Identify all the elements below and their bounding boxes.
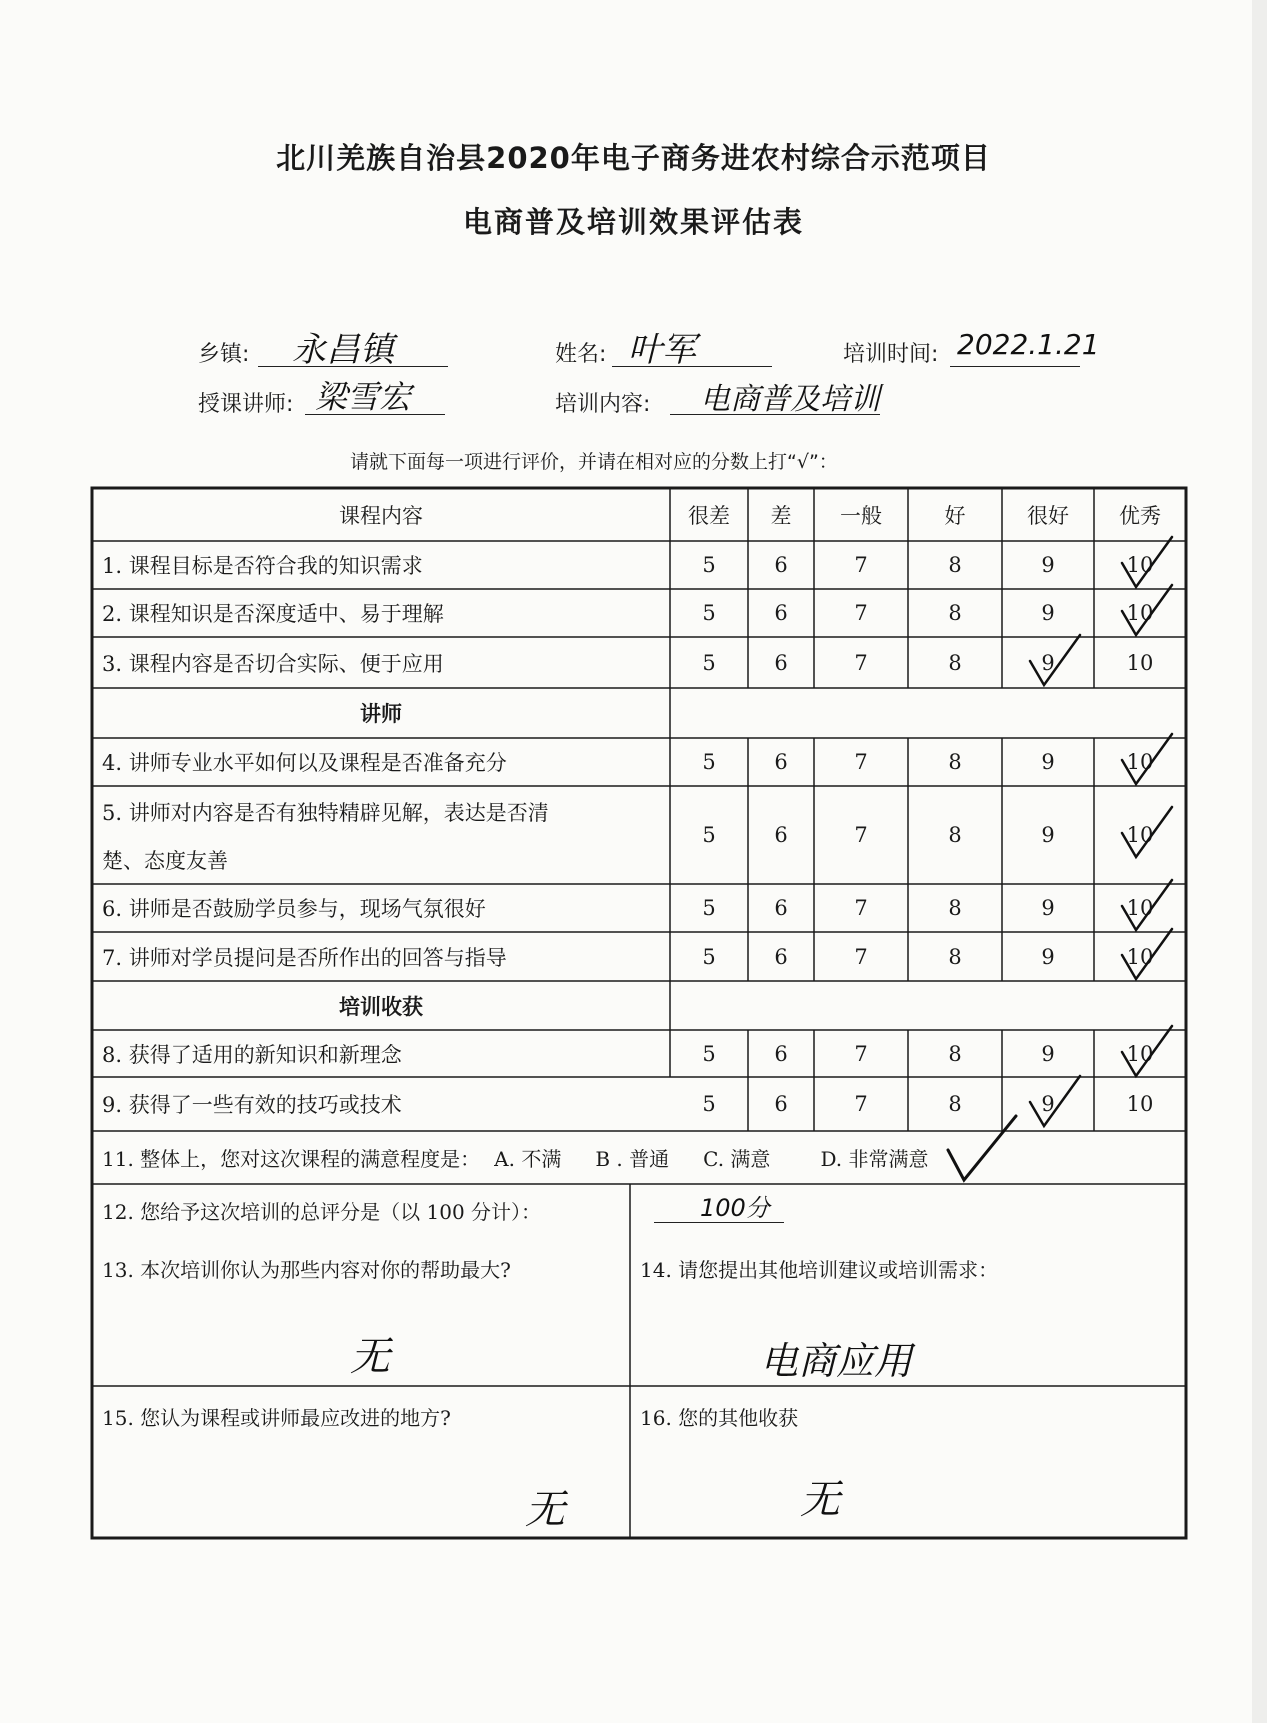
q2-label: 2. 课程知识是否深度适中、易于理解	[102, 602, 444, 626]
q4-label: 4. 讲师专业水平如何以及课程是否准备充分	[102, 751, 507, 775]
score-cell-q6-9[interactable]: 9	[1041, 896, 1055, 920]
content-underline	[670, 414, 880, 415]
score-cell-q1-9[interactable]: 9	[1041, 553, 1055, 577]
score-cell-q3-8[interactable]: 8	[948, 650, 962, 675]
score-cell-q4-5[interactable]: 5	[702, 750, 716, 774]
score-cell-q9-5[interactable]: 5	[702, 1092, 716, 1116]
score-cell-q3-9[interactable]: 9	[1041, 650, 1055, 675]
score-cell-q8-9[interactable]: 9	[1041, 1041, 1055, 1066]
col-header-good: 好	[944, 503, 966, 528]
score-cell-q5-7[interactable]: 7	[854, 823, 868, 847]
score-cell-q2-8[interactable]: 8	[948, 601, 962, 625]
col-header-poor: 差	[770, 503, 792, 528]
score-cell-q2-6[interactable]: 6	[774, 601, 788, 625]
score-cell-q2-7[interactable]: 7	[854, 601, 868, 625]
q12-underline	[654, 1222, 784, 1223]
score-cell-q5-5[interactable]: 5	[702, 823, 716, 847]
q12-label: 12. 您给予这次培训的总评分是（以 100 分计）：	[102, 1199, 542, 1224]
q14-label: 14. 请您提出其他培训建议或培训需求：	[640, 1257, 999, 1282]
score-cell-q1-7[interactable]: 7	[854, 553, 868, 577]
checkmark-icon	[1024, 1072, 1084, 1132]
q5-label-line1: 5. 讲师对内容是否有独特精辟见解，表达是否清	[102, 801, 549, 825]
score-cell-q1-5[interactable]: 5	[702, 553, 716, 577]
score-cell-q9-6[interactable]: 6	[774, 1092, 788, 1116]
score-cell-q1-10[interactable]: 10	[1126, 553, 1154, 577]
teacher-label: 授课讲师:	[198, 392, 294, 417]
score-cell-q5-6[interactable]: 6	[774, 823, 788, 847]
q11-checkmark-icon	[940, 1108, 1020, 1188]
score-cell-q7-8[interactable]: 8	[948, 944, 962, 969]
score-cell-q7-5[interactable]: 5	[702, 944, 716, 969]
q11-option-c[interactable]: C. 满意	[703, 1147, 771, 1171]
form-subtitle: 电商普及培训效果评估表	[462, 205, 804, 239]
score-cell-q7-6[interactable]: 6	[774, 944, 788, 969]
checkmark-icon	[1116, 1022, 1176, 1082]
time-label: 培训时间:	[843, 342, 939, 367]
score-cell-q8-5[interactable]: 5	[702, 1041, 716, 1066]
name-value[interactable]: 叶军	[628, 330, 696, 370]
q3-label: 3. 课程内容是否切合实际、便于应用	[102, 651, 444, 676]
q12-answer[interactable]: 100分	[700, 1194, 770, 1222]
town-underline	[258, 366, 448, 367]
content-value[interactable]: 电商普及培训	[700, 382, 880, 417]
score-cell-q1-8[interactable]: 8	[948, 553, 962, 577]
score-cell-q3-6[interactable]: 6	[774, 650, 788, 675]
q15-label: 15. 您认为课程或讲师最应改进的地方?	[102, 1405, 451, 1430]
content-label: 培训内容:	[555, 392, 651, 417]
score-cell-q1-6[interactable]: 6	[774, 553, 788, 577]
q14-answer[interactable]: 电商应用	[760, 1339, 913, 1383]
q11-option-a[interactable]: A. 不满	[494, 1147, 562, 1171]
score-cell-q2-10[interactable]: 10	[1126, 601, 1154, 625]
score-cell-q3-10[interactable]: 10	[1126, 650, 1154, 675]
q16-label: 16. 您的其他收获	[640, 1405, 799, 1430]
checkmark-icon	[1116, 730, 1176, 790]
score-cell-q8-10[interactable]: 10	[1126, 1041, 1154, 1066]
time-value[interactable]: 2022.1.21	[957, 328, 1100, 361]
score-cell-q3-7[interactable]: 7	[854, 650, 868, 675]
form-title: 北川羌族自治县2020年电子商务进农村综合示范项目	[276, 141, 991, 175]
score-cell-q8-8[interactable]: 8	[948, 1041, 962, 1066]
score-cell-q2-9[interactable]: 9	[1041, 601, 1055, 625]
checkmark-icon	[1116, 581, 1176, 641]
score-cell-q8-6[interactable]: 6	[774, 1041, 788, 1066]
score-cell-q6-7[interactable]: 7	[854, 896, 868, 920]
score-cell-q9-7[interactable]: 7	[854, 1092, 868, 1116]
score-cell-q9-8[interactable]: 8	[948, 1092, 962, 1116]
score-cell-q7-9[interactable]: 9	[1041, 944, 1055, 969]
score-cell-q6-6[interactable]: 6	[774, 896, 788, 920]
town-label: 乡镇:	[198, 342, 250, 367]
checkmark-icon	[1116, 803, 1176, 863]
q11-label: 11. 整体上，您对这次课程的满意程度是：	[102, 1147, 481, 1171]
q5-label-line2: 楚、态度友善	[102, 849, 228, 873]
name-label: 姓名:	[555, 342, 607, 367]
col-header-very-poor: 很差	[688, 503, 730, 528]
instruction-text: 请就下面每一项进行评价，并请在相对应的分数上打“√”：	[350, 451, 838, 473]
score-cell-q3-5[interactable]: 5	[702, 650, 716, 675]
score-cell-q5-10[interactable]: 10	[1126, 823, 1154, 847]
q9-label: 9. 获得了一些有效的技巧或技术	[102, 1093, 402, 1117]
q7-label: 7. 讲师对学员提问是否所作出的回答与指导	[102, 945, 507, 970]
score-cell-q5-8[interactable]: 8	[948, 823, 962, 847]
q11-option-b[interactable]: B . 普通	[595, 1147, 670, 1171]
q11-row	[102, 1131, 1182, 1184]
score-cell-q4-7[interactable]: 7	[854, 750, 868, 774]
score-cell-q5-9[interactable]: 9	[1041, 823, 1055, 847]
score-cell-q8-7[interactable]: 7	[854, 1041, 868, 1066]
score-cell-q6-10[interactable]: 10	[1126, 896, 1154, 920]
score-cell-q2-5[interactable]: 5	[702, 601, 716, 625]
q15-answer[interactable]: 无	[525, 1487, 565, 1533]
col-header-very-good: 很好	[1027, 503, 1069, 528]
q16-answer[interactable]: 无	[800, 1477, 840, 1523]
section-teacher: 讲师	[360, 702, 402, 726]
checkmark-icon	[1024, 631, 1084, 691]
q13-answer[interactable]: 无	[350, 1334, 390, 1380]
name-underline	[612, 366, 772, 367]
q8-label: 8. 获得了适用的新知识和新理念	[102, 1042, 402, 1067]
col-header-excellent: 优秀	[1119, 503, 1161, 528]
q11-option-d[interactable]: D. 非常满意	[820, 1147, 929, 1171]
score-cell-q4-10[interactable]: 10	[1126, 750, 1154, 774]
score-cell-q9-9[interactable]: 9	[1041, 1092, 1055, 1116]
score-cell-q4-6[interactable]: 6	[774, 750, 788, 774]
section-gain: 培训收获	[339, 994, 423, 1019]
score-cell-q4-9[interactable]: 9	[1041, 750, 1055, 774]
checkmark-icon	[1116, 925, 1176, 985]
score-cell-q7-10[interactable]: 10	[1126, 944, 1154, 969]
town-value[interactable]: 永昌镇	[292, 330, 394, 370]
q6-label: 6. 讲师是否鼓励学员参与，现场气氛很好	[102, 897, 486, 921]
time-underline	[950, 366, 1080, 367]
teacher-value[interactable]: 梁雪宏	[315, 378, 412, 416]
score-cell-q6-8[interactable]: 8	[948, 896, 962, 920]
q13-label: 13. 本次培训你认为那些内容对你的帮助最大?	[102, 1257, 511, 1282]
score-cell-q6-5[interactable]: 5	[702, 896, 716, 920]
teacher-underline	[305, 414, 445, 415]
score-cell-q9-10[interactable]: 10	[1126, 1092, 1154, 1116]
score-cell-q4-8[interactable]: 8	[948, 750, 962, 774]
col-header-course: 课程内容	[339, 503, 423, 528]
q1-label: 1. 课程目标是否符合我的知识需求	[102, 554, 423, 578]
col-header-average: 一般	[840, 503, 882, 528]
score-cell-q7-7[interactable]: 7	[854, 944, 868, 969]
